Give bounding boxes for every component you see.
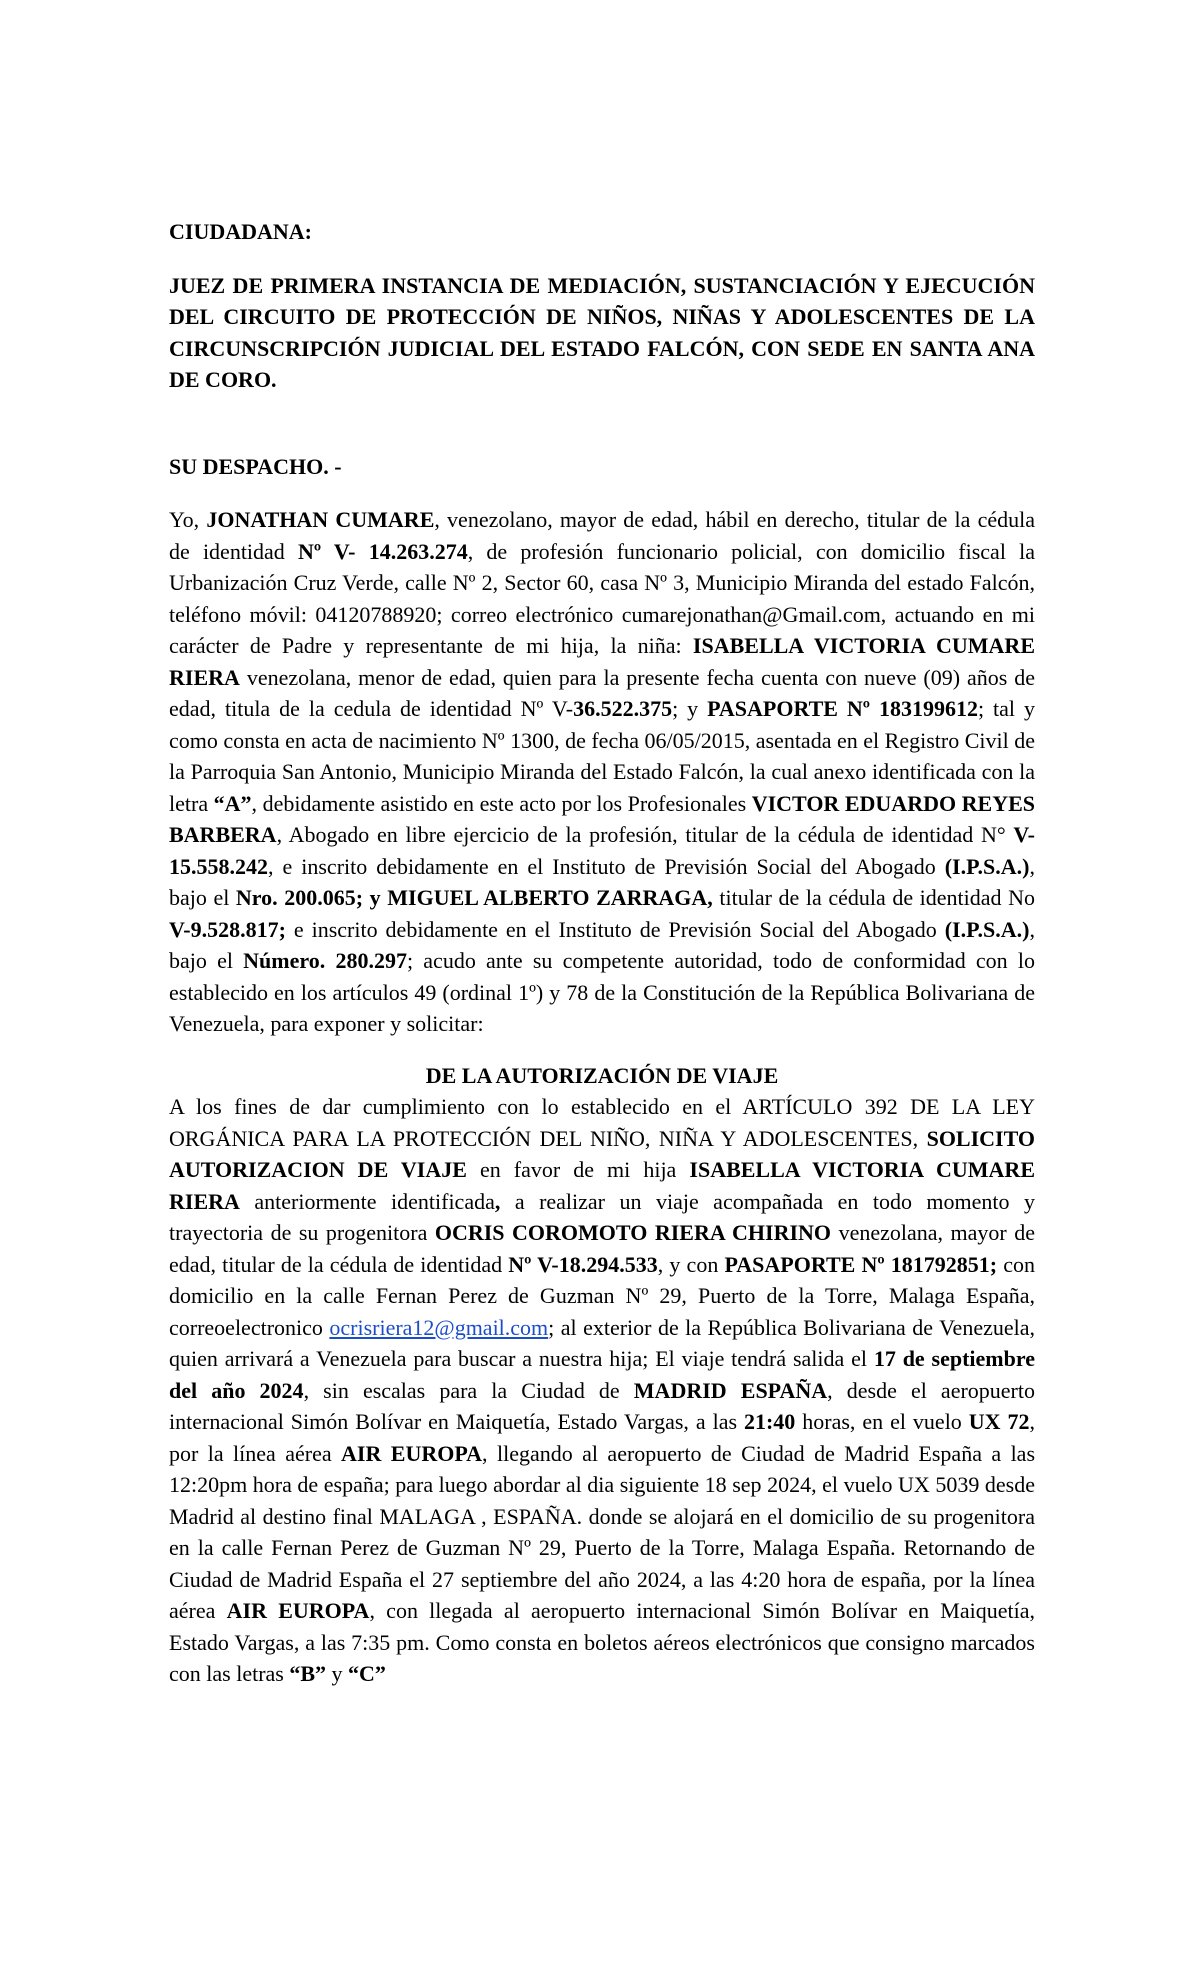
addressee-block: JUEZ DE PRIMERA INSTANCIA DE MEDIACIÓN, SUSTANCIACIÓN Y EJECUCIÓN DEL CIRCUITO DE PROTECCIÓN DE NIÑOS, NIÑAS Y ADOLESCENTES DE LA CIRCUNSCRIPCIÓN JUDICIAL DEL ESTADO FALCÓN, CON SEDE EN SANTA ANA DE CORO. xyxy=(169,272,1035,392)
lawyer-1-name: VICTOR EDUARDO REYES BARBERA xyxy=(169,790,1035,847)
departure-time: 21:40 xyxy=(743,1409,796,1434)
document-content xyxy=(169,216,1035,1690)
mother-id: Nº V-18.294.533 xyxy=(508,1251,658,1277)
child-id: 36.522.375 xyxy=(573,696,673,721)
departure-date: 17 de septiembre del año 2024 xyxy=(169,1346,1035,1403)
travel-authorization-paragraph: A los fines de dar cumplimiento con lo establecido en el ARTÍCULO 392 DE LA LEY ORGÁNICA PARA LA PROTECCIÓN DEL NIÑO, NIÑA Y ADOLESCENTES, SOLICITO AUTORIZACION DE VIAJE en favor de mi hija ISABELLA VICTORIA CUMARE RIERA anteriormente identificada, a realizar un viaje acompañada en todo momento y trayectoria de su progenitora OCRIS COROMOTO RIERA CHIRINO venezolana, mayor de edad, titular de la cédula de identidad Nº V-18.294.533, y con PASAPORTE Nº 181792851; con domicilio en la calle Fernan Perez de Guzman Nº 29, Puerto de la Torre, Malaga España, correoelectronico ocrisriera12@gmail.com; al exterior de la República Bolivariana de Venezuela, quien arrivará a Venezuela para buscar a nuestra hija; El viaje tendrá salida el 17 de septiembre del año 2024, sin escalas para la Ciudad de MADRID ESPAÑA, desde el aeropuerto internacional Simón Bolívar en Maiquetía, Estado Vargas, a las 21:40 horas, en el vuelo UX 72, por la línea aérea AIR EUROPA, llegando al aeropuerto de Ciudad de Madrid España a las 12:20pm hora de españa; para luego abordar al dia siguiente 18 sep 2024, el vuelo UX 5039 desde Madrid al destino final MALAGA , ESPAÑA. donde se alojará en el domicilio de su progenitora en la calle Fernan Perez de Guzman Nº 29, Puerto de la Torre, Malaga España. Retornando de Ciudad de Madrid España el 27 septiembre del año 2024, a las 4:20 hora de españa, por la línea aérea AIR EUROPA, con llegada al aeropuerto internacional Simón Bolívar en Maiquetía, Estado Vargas, a las 7:35 pm. Como consta en boletos aéreos electrónicos que consigno marcados con las letras “B” y “C” xyxy=(169,1094,1036,1686)
petitioner-name: JONATHAN CUMARE xyxy=(206,507,435,532)
annex-a: “A” xyxy=(213,790,252,816)
flight-number: UX 72 xyxy=(968,1409,1030,1434)
child-name: ISABELLA VICTORIA CUMARE RIERA xyxy=(169,633,1035,690)
petitioner-id: Nº V- 14.263.274 xyxy=(298,538,468,564)
lawyer-2-name: Nro. 200.065; y MIGUEL ALBERTO ZARRAGA, xyxy=(235,885,713,910)
intro-paragraph: Yo, JONATHAN CUMARE, venezolano, mayor de edad, hábil en derecho, titular de la cédula de identidad Nº V- 14.263.274, de profesión funcionario policial, con domicilio fiscal la Urbanización Cruz Verde, calle Nº 2, Sector 60, casa Nº 3, Municipio Miranda del estado Falcón, teléfono móvil: 04120788920; correo electrónico cumarejonathan@Gmail.com, actuando en mi carácter de Padre y representante de mi hija, la niña: ISABELLA VICTORIA CUMARE RIERA venezolana, menor de edad, quien para la presente fecha cuenta con nueve (09) años de edad, titula de la cedula de identidad Nº V-36.522.375; y PASAPORTE Nº 183199612; tal y como consta en acta de nacimiento Nº 1300, de fecha 06/05/2015, asentada en el Registro Civil de la Parroquia San Antonio, Municipio Miranda del Estado Falcón, la cual anexo identificada con la letra “A”, debidamente asistido en este acto por los Profesionales VICTOR EDUARDO REYES BARBERA, Abogado en libre ejercicio de la profesión, titular de la cédula de identidad N° V-15.558.242, e inscrito debidamente en el Instituto de Previsión Social del Abogado (I.P.S.A.), bajo el Nro. 200.065; y MIGUEL ALBERTO ZARRAGA, titular de la cédula de identidad No V-9.528.817; e inscrito debidamente en el Instituto de Previsión Social del Abogado (I.P.S.A.), bajo el Número. 280.297; acudo ante su competente autoridad, todo de conformidad con lo establecido en los artículos 49 (ordinal 1º) y 78 de la Constitución de la República Bolivariana de Venezuela, para exponer y solicitar: xyxy=(169,507,1036,1036)
lawyer-1-id: V-15.558.242 xyxy=(169,822,1035,879)
email-link[interactable]: ocrisriera12@gmail.com xyxy=(329,1314,549,1340)
despacho-line: SU DESPACHO. - xyxy=(169,453,342,479)
mother-name: OCRIS COROMOTO RIERA CHIRINO xyxy=(434,1220,832,1245)
mother-passport: PASAPORTE Nº 181792851; xyxy=(724,1251,998,1277)
lawyer-2-id: V-9.528.817; xyxy=(169,916,286,942)
child-passport: PASAPORTE Nº 183199612 xyxy=(707,696,978,721)
section-title: DE LA AUTORIZACIÓN DE VIAJE xyxy=(425,1062,779,1088)
salutation: CIUDADANA: xyxy=(169,219,312,244)
